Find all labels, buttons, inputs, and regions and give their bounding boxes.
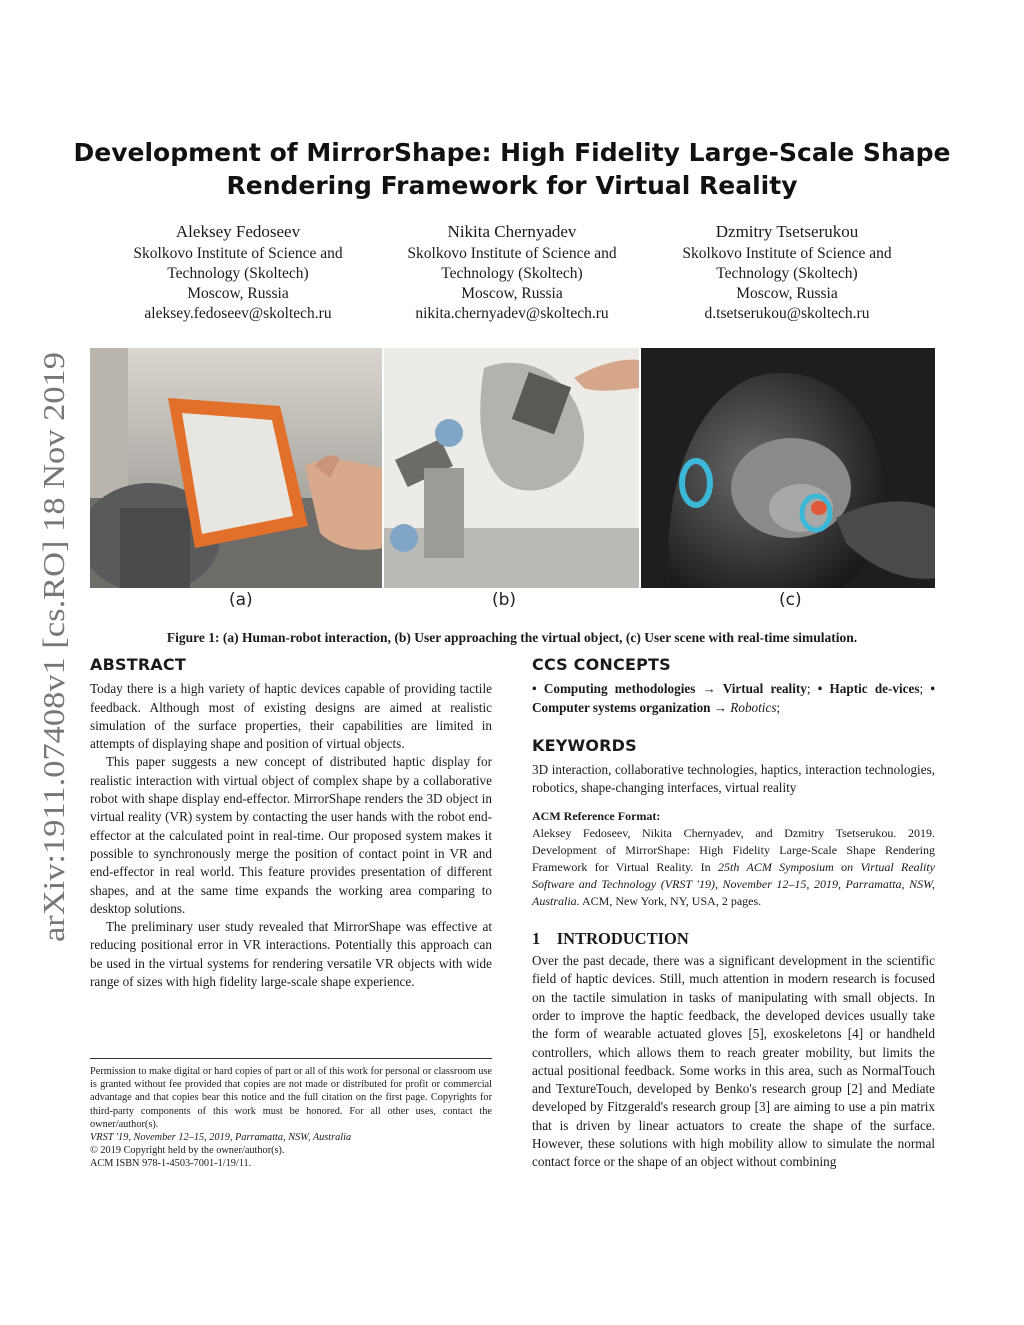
ccs-item: Virtual reality <box>722 681 807 697</box>
abstract-paragraph-3: The preliminary user study revealed that MirrorShape was effective at reducing positional error in VR interactions. Potentially this approach can be used in the virtual systems for rendering versatile VR objects with wide range of sizes with high fidelity large-scale shape experience. <box>90 919 492 990</box>
ccs-heading: CCS CONCEPTS <box>532 655 671 674</box>
isbn-line: ACM ISBN 978-1-4503-7001-1/19/11. <box>90 1158 252 1170</box>
permission-notice: Permission to make digital or hard copies of part or all of this work for personal or classroom use is granted without fee provided that copies are not made or distributed for profit or commercial advantage and that copies bear this notice and the full citation on the first page. Copyrights for third-party components of this work must be honored. For all other uses, contact the owner/author(s). <box>90 1066 492 1130</box>
ccs-item: Robotics <box>730 699 777 715</box>
ccs-item: Computing methodologies <box>543 681 696 697</box>
author-block-2 <box>377 220 647 324</box>
ccs-item: Computer systems organization <box>532 699 711 715</box>
paper-title <box>60 136 964 202</box>
photo-human-robot-interaction <box>90 348 382 588</box>
venue-line: VRST '19, November 12–15, 2019, Parramatta, NSW, Australia <box>90 1132 352 1144</box>
title-line-2: Rendering Framework for Virtual Reality <box>226 171 798 200</box>
footnote-rule <box>90 1058 492 1059</box>
figure-label-c: (c) <box>779 590 802 610</box>
acm-ref-venue: 25th ACM Symposium on Virtual Reality Software and Technology (VRST '19), November 12–15, 2019, Parramatta, NSW, Australia. <box>532 859 935 908</box>
footnote <box>90 1058 492 1171</box>
figure-label-b: (b) <box>492 590 517 610</box>
left-column <box>90 656 492 991</box>
copyright-line: © 2019 Copyright held by the owner/author(s). <box>90 1145 285 1157</box>
author-email[interactable]: nikita.chernyadev@skoltech.ru <box>415 305 609 322</box>
title-line-1: Development of MirrorShape: High Fidelity Large-Scale Shape <box>73 138 951 167</box>
keywords-heading: KEYWORDS <box>532 735 637 755</box>
author-affiliation: Technology (Skoltech) <box>167 265 309 282</box>
abstract-paragraph-2: This paper suggests a new concept of distributed haptic display for realistic interaction with virtual object of complex shape by a collaborative robot with shape display end-effector. MirrorShape renders the 3D object in virtual reality (VR) system by contacting the user hands with the robot end-effector at the calculated point in real-time. Our proposed system makes it possible to synchronously merge the position of contact point in VR and end-effector in real world. This feature provides presentation of different shapes, and at the same time expands the working area comparing to desktop solutions. <box>90 754 492 916</box>
figure-caption: Figure 1: (a) Human-robot interaction, (b) User approaching the virtual object, (c) User scene with real-time simulation. <box>166 630 858 645</box>
ccs-concepts: • Computing methodologies → Virtual reality; • Haptic de-vices; • Computer systems organization → Robotics; <box>532 681 936 715</box>
author-affiliation: Skolkovo Institute of Science and <box>407 245 617 262</box>
abstract-heading: ABSTRACT <box>90 655 186 674</box>
figure-panel-a <box>90 348 382 588</box>
vr-lion-scene <box>641 348 935 588</box>
author-email[interactable]: aleksey.fedoseev@skoltech.ru <box>144 305 332 322</box>
author-affiliation: Skolkovo Institute of Science and <box>682 245 892 262</box>
author-city: Moscow, Russia <box>461 285 563 302</box>
right-column <box>532 656 935 1172</box>
acm-reference <box>532 808 935 910</box>
author-name: Nikita Chernyadev <box>447 222 577 241</box>
author-affiliation: Skolkovo Institute of Science and <box>133 245 343 262</box>
ccs-item: Haptic de-vices <box>829 681 920 697</box>
intro-heading: 1 INTRODUCTION <box>532 928 689 948</box>
author-affiliation: Technology (Skoltech) <box>441 265 583 282</box>
author-name: Dzmitry Tsetserukou <box>715 222 859 241</box>
author-block-1 <box>103 220 373 324</box>
author-name: Aleksey Fedoseev <box>175 222 301 241</box>
figure-1 <box>90 348 935 588</box>
author-city: Moscow, Russia <box>187 285 289 302</box>
figure-panel-b <box>384 348 639 588</box>
acm-ref-publisher: ACM, New York, NY, USA, 2 pages. <box>579 893 762 908</box>
arxiv-stamp-svg <box>12 347 72 947</box>
acm-ref-heading: ACM Reference Format: <box>532 808 661 823</box>
author-email[interactable]: d.tsetserukou@skoltech.ru <box>704 305 870 322</box>
keywords-text: 3D interaction, collaborative technologies, haptics, interaction technologies, robotics, shape-changing interfaces, virtual reality <box>532 762 935 796</box>
figure-label-a: (a) <box>229 590 253 610</box>
author-city: Moscow, Russia <box>736 285 838 302</box>
photo-user-approaching-object <box>384 348 639 588</box>
abstract-paragraph-1: Today there is a high variety of haptic devices capable of providing tactile feedback. Although most of existing designs are aimed at realistic simulation of the surface properties, their capabilities are limited in attempts of displaying shape and position of virtual objects. <box>90 681 492 752</box>
author-block-3 <box>652 220 922 324</box>
author-affiliation: Technology (Skoltech) <box>716 265 858 282</box>
acm-ref-text: Aleksey Fedoseev, Nikita Chernyadev, and Dzmitry Tsetserukou. 2019. Development of MirrorShape: High Fidelity Large-Scale Shape Rendering Framework for Virtual Reality. In <box>532 825 935 874</box>
figure-panel-c <box>641 348 935 588</box>
arxiv-id: arXiv:1911.07408v1 [cs.RO] 18 Nov 2019 <box>36 411 71 942</box>
intro-paragraph: Over the past decade, there was a significant development in the scientific field of haptic devices. Still, much attention in modern research is focused on the tactile simulation in tasks of manipulating with small objects. In order to improve the haptic feedback, the developed devices usually take the form of wearable actuated gloves [5], exoskeletons [4] or handheld controllers, which allows them to reach greater mobility, but limits the actual positional feedback. Some works in this area, such as NormalTouch and TextureTouch, developed by Benko's research group [2] and Mediate developed by Fitzgerald's research group [3] are aiming to use a pin matrix that is driven by linear actuators to create the shape of the surface. However, these solutions with high mobility allow to simulate the normal contact force or the shape of an object without combining <box>532 953 935 1170</box>
arxiv-stamp <box>12 347 72 947</box>
acm-ref-body <box>532 825 935 910</box>
